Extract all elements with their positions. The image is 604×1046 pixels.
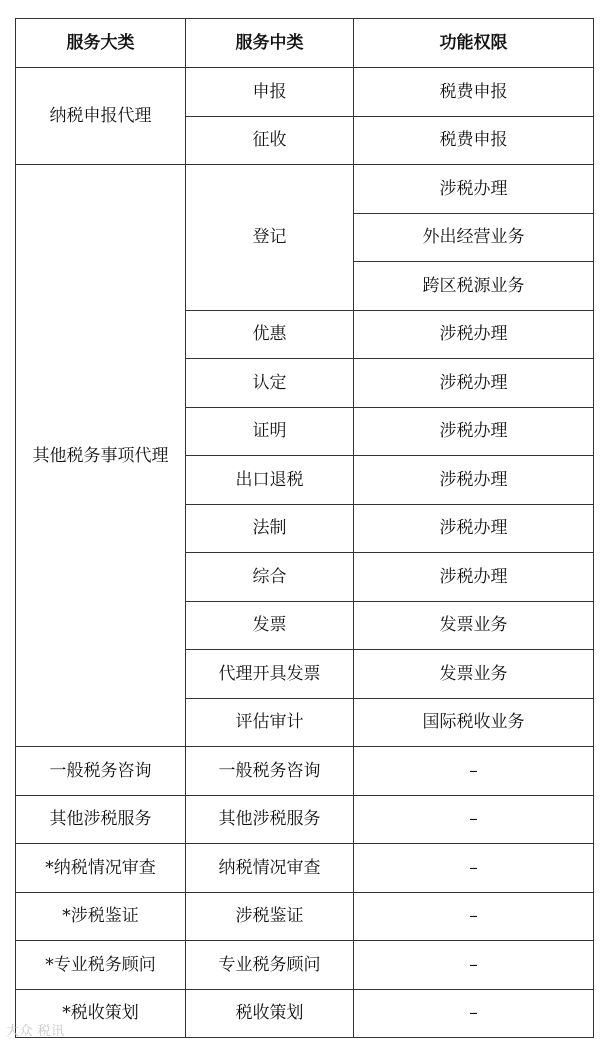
subcategory-cell: 专业税务顾问 [186, 941, 354, 990]
table-row [16, 989, 594, 1038]
table-row [16, 165, 594, 214]
category-cell: 一般税务咨询 [16, 747, 186, 796]
permission-cell: 涉税办理 [354, 310, 594, 359]
subcategory-cell: 证明 [186, 407, 354, 456]
permission-cell: – [354, 941, 594, 990]
table-row [16, 68, 594, 117]
watermark-text: 大众 税讯 [6, 1024, 65, 1039]
permission-cell: 涉税办理 [354, 165, 594, 214]
subcategory-cell: 涉税鉴证 [186, 892, 354, 941]
permission-cell: – [354, 747, 594, 796]
category-cell: *纳税情况审查 [16, 844, 186, 893]
service-table [15, 18, 594, 1038]
permission-cell: – [354, 795, 594, 844]
table-row [16, 941, 594, 990]
table-row [16, 892, 594, 941]
permission-cell: 税费申报 [354, 68, 594, 117]
permission-cell: 发票业务 [354, 650, 594, 699]
permission-cell: 涉税办理 [354, 504, 594, 553]
permission-cell: – [354, 989, 594, 1038]
permission-cell: 国际税收业务 [354, 698, 594, 747]
subcategory-cell: 申报 [186, 68, 354, 117]
table-body [16, 68, 594, 1038]
table-header-row [16, 19, 594, 68]
permission-cell: 涉税办理 [354, 456, 594, 505]
subcategory-cell: 认定 [186, 359, 354, 408]
subcategory-cell: 评估审计 [186, 698, 354, 747]
subcategory-cell: 法制 [186, 504, 354, 553]
subcategory-cell: 纳税情况审查 [186, 844, 354, 893]
header-subcategory: 服务中类 [186, 19, 354, 68]
subcategory-cell: 登记 [186, 165, 354, 311]
subcategory-cell: 税收策划 [186, 989, 354, 1038]
category-cell: 其他涉税服务 [16, 795, 186, 844]
permission-cell: 发票业务 [354, 601, 594, 650]
subcategory-cell: 发票 [186, 601, 354, 650]
header-permission: 功能权限 [354, 19, 594, 68]
category-cell: 纳税申报代理 [16, 68, 186, 165]
permission-cell: 跨区税源业务 [354, 262, 594, 311]
permission-cell: – [354, 844, 594, 893]
subcategory-cell: 征收 [186, 116, 354, 165]
header-category: 服务大类 [16, 19, 186, 68]
permission-cell: – [354, 892, 594, 941]
category-cell: 其他税务事项代理 [16, 165, 186, 747]
table-row [16, 747, 594, 796]
subcategory-cell: 出口退税 [186, 456, 354, 505]
subcategory-cell: 其他涉税服务 [186, 795, 354, 844]
permission-cell: 涉税办理 [354, 407, 594, 456]
category-cell: *涉税鉴证 [16, 892, 186, 941]
subcategory-cell: 一般税务咨询 [186, 747, 354, 796]
permission-cell: 涉税办理 [354, 359, 594, 408]
permission-cell: 外出经营业务 [354, 213, 594, 262]
permission-cell: 涉税办理 [354, 553, 594, 602]
category-cell: *专业税务顾问 [16, 941, 186, 990]
category-cell: *税收策划 [16, 989, 186, 1038]
subcategory-cell: 优惠 [186, 310, 354, 359]
table-row [16, 795, 594, 844]
subcategory-cell: 综合 [186, 553, 354, 602]
table-row [16, 844, 594, 893]
subcategory-cell: 代理开具发票 [186, 650, 354, 699]
permission-cell: 税费申报 [354, 116, 594, 165]
